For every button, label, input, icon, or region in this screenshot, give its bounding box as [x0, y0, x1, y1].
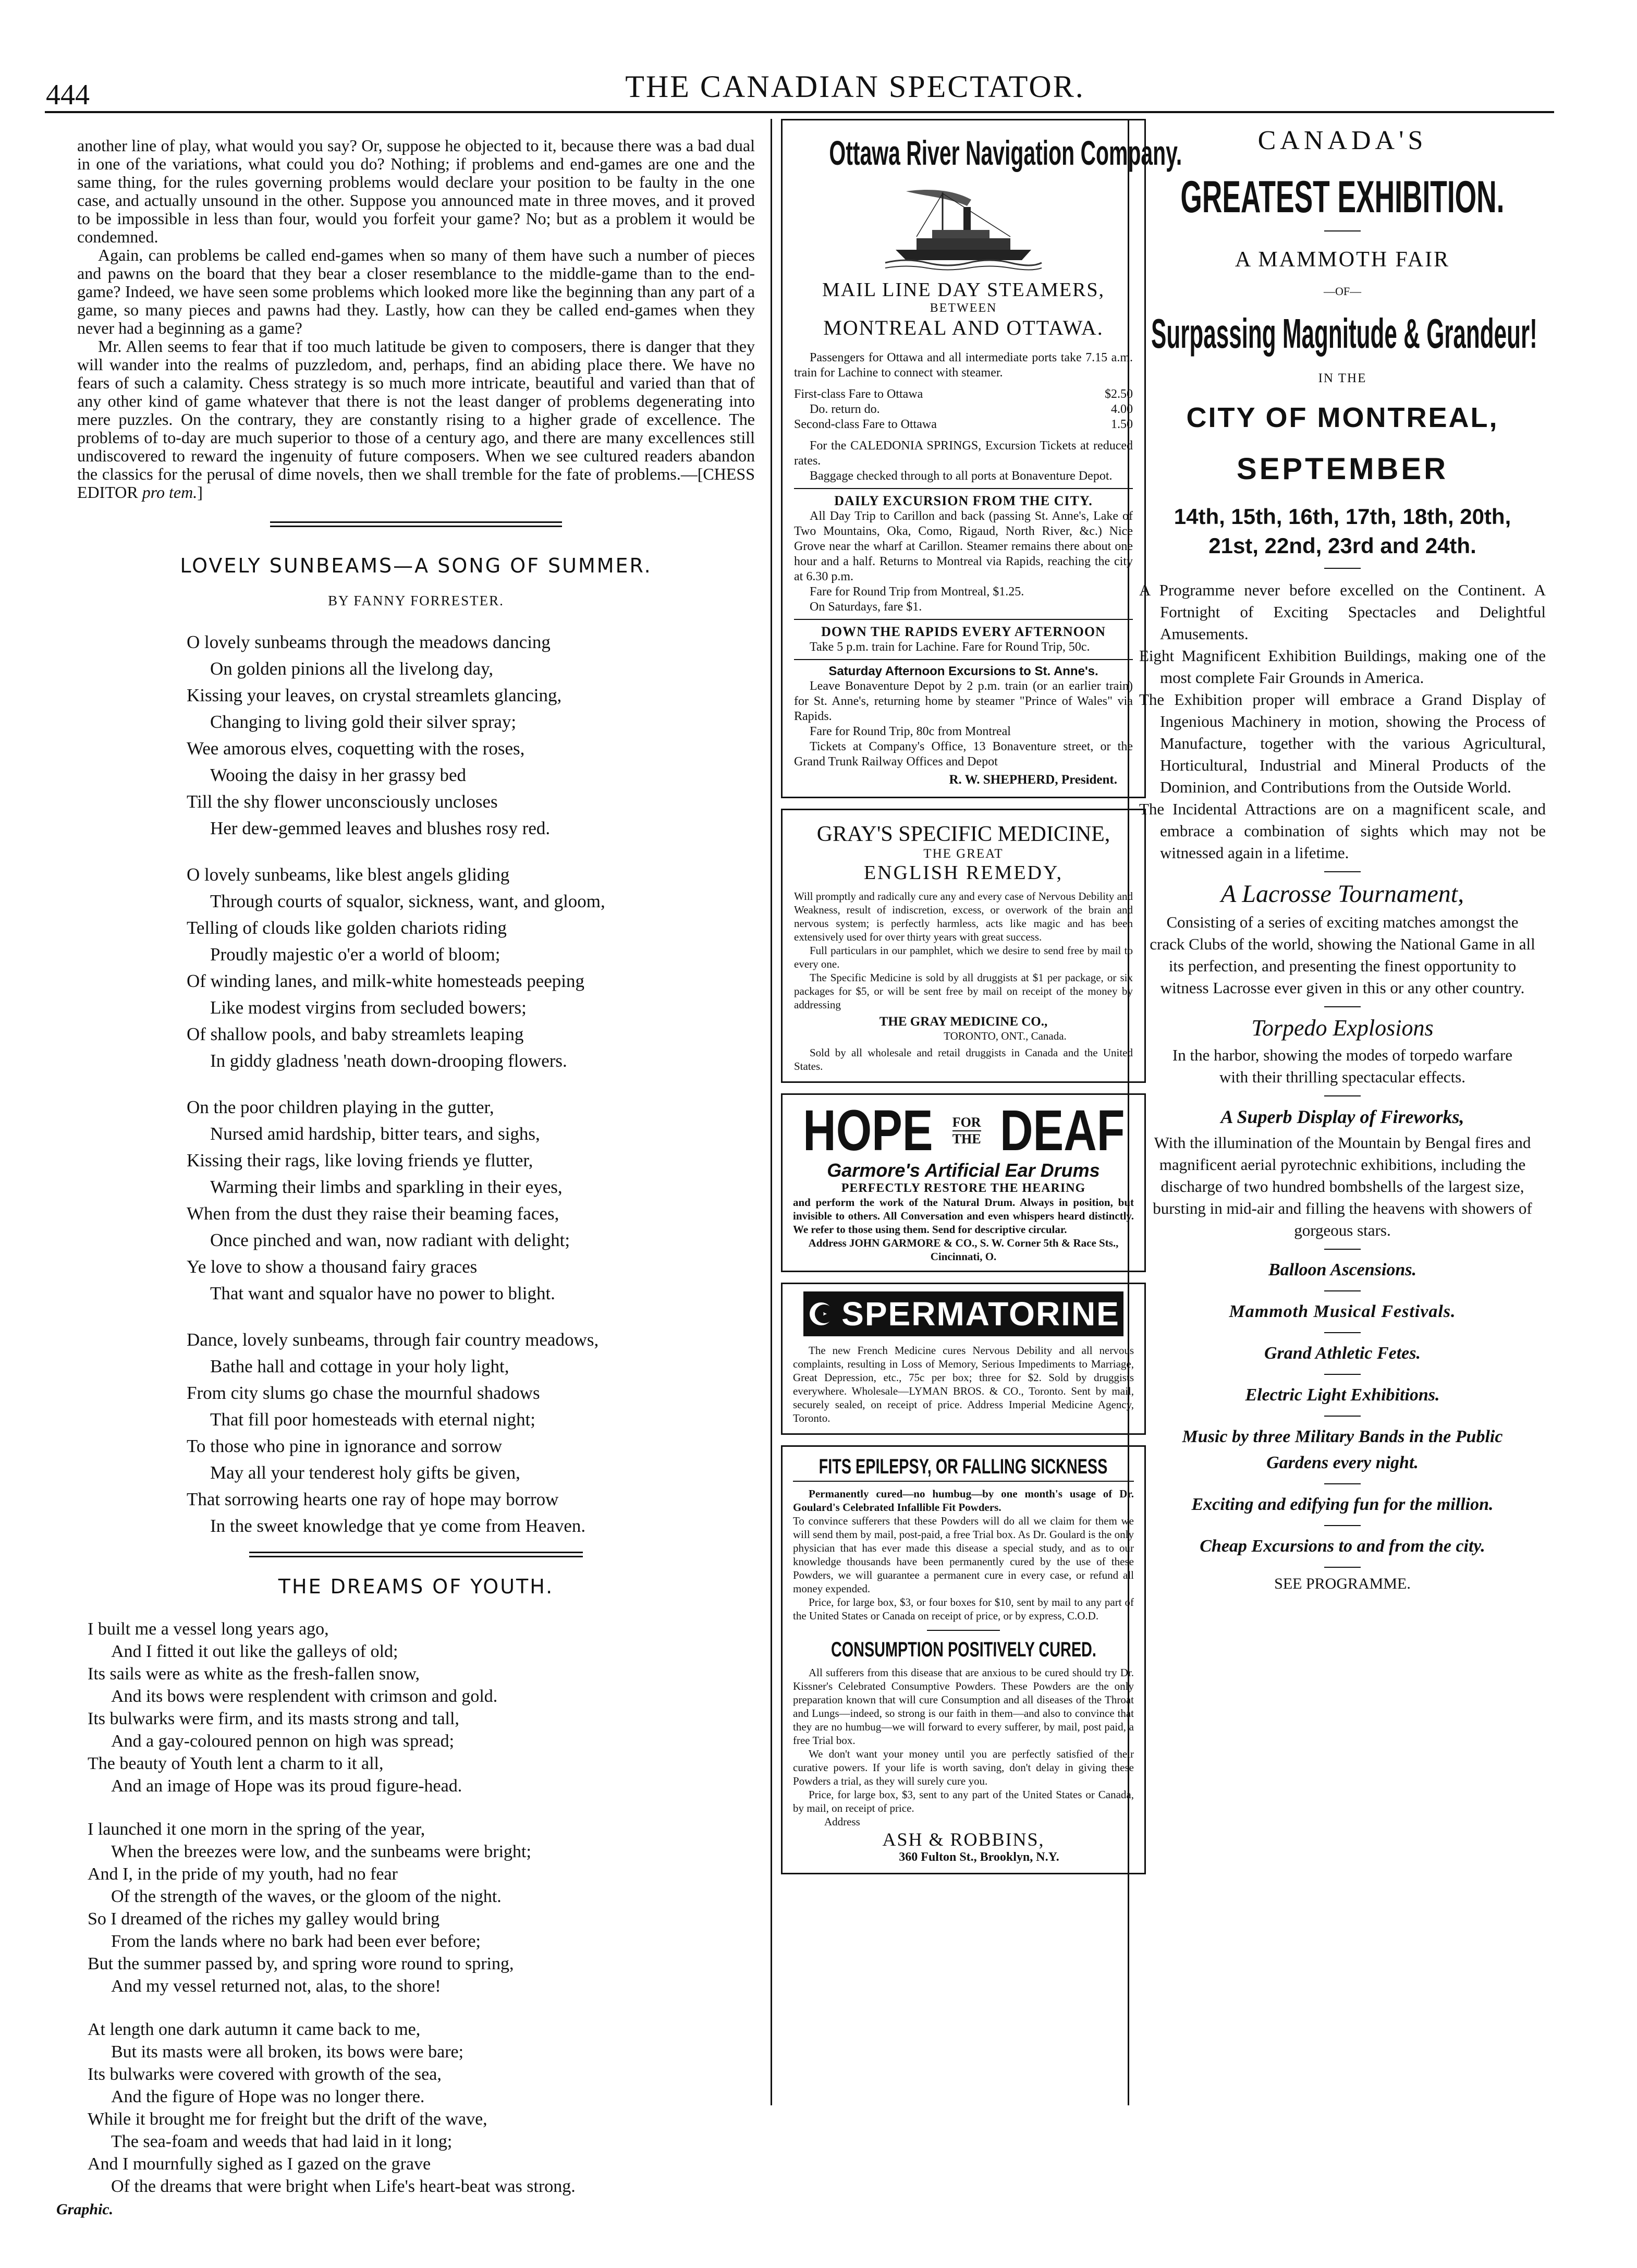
ad-hope-the: THE [952, 1131, 981, 1147]
poem-line: Bathe hall and cottage in your holy light, [210, 1356, 509, 1376]
divider [1324, 568, 1361, 569]
poem-lovely-sunbeams [77, 554, 755, 1539]
divider [1324, 1332, 1361, 1333]
ad-gray-sub1: THE GREAT [923, 847, 1004, 861]
ad-hope-sub: Garmore's Artificial Ear Drums [827, 1160, 1100, 1181]
ex-line4: —OF— [1323, 285, 1362, 298]
ex-line6: IN THE [1318, 371, 1367, 385]
poem-body [77, 629, 755, 1539]
ad-ottawa-title: Ottawa River Navigation Company. [829, 133, 1182, 172]
poem-line: That sorrowing hearts one ray of hope may borrow [187, 1489, 559, 1509]
ex-line2: GREATEST EXHIBITION. [1180, 172, 1505, 222]
chess-paragraph-text: Mr. Allen seems to fear that if too much latitude be given to composers, there is danger that they will wander into the realms of puzzledom, and, perhaps, find an abiding place there. We have no fears of such a calamity. Chess strategy is so much more intricate, beautiful and varied than that of any other kind of game whatever that there is not the least danger of problems degenerating into mere puzzles. On the contrary, they are constantly rising to a higher grade of excellence. The problems of to-day are much superior to those of a century ago, and there are many excellences still undiscovered to reward the ingenuity of future composers. When we see cultured readers abandon the classics for the perusal of dime novels, then we shall tremble for the fate of problems.—[CHESS EDITOR [77, 337, 755, 502]
chess-article [77, 137, 755, 502]
ex-item: Eight Magnificent Exhibition Buildings, making one of the most complete Fair Grounds in America. [1139, 647, 1546, 687]
ad-ottawa-signed: R. W. SHEPHERD, President. [949, 773, 1117, 787]
divider [1324, 1095, 1361, 1096]
ex-see-programme: SEE PROGRAMME. [1274, 1575, 1411, 1592]
poem-line: But the summer passed by, and spring wore round to spring, [88, 1954, 514, 1973]
poem-line: At length one dark autumn it came back to me, [88, 2020, 421, 2039]
ex-line3: A MAMMOTH FAIR [1235, 248, 1450, 272]
poem-line: Through courts of squalor, sickness, want, and gloom, [210, 891, 605, 911]
fare-label: First-class Fare to Ottawa [794, 387, 923, 401]
divider [1324, 1249, 1361, 1250]
ad-ottawa-sat-text: Leave Bonaventure Depot by 2 p.m. train (or an earlier train) for St. Anne's, returning home by steamer "Prince of Wales" via Rapids. [794, 679, 1133, 723]
ex-balloon: Balloon Ascensions. [1268, 1260, 1417, 1279]
ad-ottawa-sat-head: Saturday Afternoon Excursions to St. Anne's. [828, 664, 1098, 678]
poem-line: And I fitted it out like the galleys of old; [111, 1642, 398, 1661]
ad-ottawa-caledonia: For the CALEDONIA SPRINGS, Excursion Tickets at reduced rates. [794, 439, 1133, 468]
ad-consumption-title: CONSUMPTION POSITIVELY CURED. [830, 1638, 1096, 1661]
fare-value: 1.50 [1111, 418, 1133, 431]
ad-consumption-body: All sufferers from this disease that are anxious to be cured should try Dr. Kissner's Celebrated Consumptive Powders. These Powders are the only preparation known that will cure Consumption and all diseases of the Throat and Lungs—indeed, so strong is our faith in them—and also to convince that they are no humbug—we will forward to every sufferer, by mail, post paid, a free Trial box. [793, 1666, 1134, 1747]
ad-ottawa-sat-fare: Fare for Round Trip, 80c from Montreal [810, 725, 1011, 738]
poem-line: To those who pine in ignorance and sorrow [187, 1436, 503, 1456]
column-exhibition [1139, 119, 1546, 1593]
column-advertisements-middle [781, 119, 1182, 1874]
poem-line: I launched it one morn in the spring of the year, [88, 1820, 425, 1839]
chess-paragraph [77, 337, 755, 502]
ex-dates: 14th, 15th, 16th, 17th, 18th, 20th, 21st, 22nd, 23rd and 24th. [1174, 504, 1511, 558]
poem-line: Warming their limbs and sparkling in their eyes, [210, 1177, 563, 1197]
ad-ottawa-sub2: BETWEEN [930, 301, 997, 315]
steamer-illustration [794, 182, 1133, 273]
fare-value: 4.00 [1111, 403, 1133, 416]
ex-line2-wrap [1139, 172, 1546, 223]
ex-line5: Surpassing Magnitude & Grandeur! [1151, 310, 1537, 357]
ad-hope-for-deaf [781, 1093, 1146, 1272]
ad-gray-sub2: ENGLISH REMEDY, [863, 862, 1064, 884]
ex-programme [1139, 579, 1546, 864]
poem-line: In giddy gladness 'neath down-drooping flowers. [210, 1051, 567, 1071]
poem-line: When from the dust they raise their beaming faces, [187, 1203, 559, 1224]
poem-line: And my vessel returned not, alas, to the shore! [111, 1977, 441, 1996]
poem-line: On golden pinions all the livelong day, [210, 659, 494, 679]
ex-music: Music by three Military Bands in the Public Gardens every night. [1182, 1427, 1503, 1472]
ad-fits-body: To convince sufferers that these Powders will do all we claim for them we will send them by mail, post-paid, a free Trial box. As Dr. Goulard is the only physician that has ever made this disease a special study, and as to our knowledge thousands have been permanently cured by the use of these Powders, we will guarantee a permanent cure in every case, or refund all money expended. [793, 1515, 1134, 1595]
poem-line: Kissing your leaves, on crystal streamlets glancing, [187, 685, 562, 705]
header-rule [45, 111, 1554, 113]
ad-ottawa-daily-sat: On Saturdays, fare $1. [810, 600, 922, 614]
divider [793, 1481, 1134, 1482]
ex-line8: SEPTEMBER [1237, 452, 1448, 486]
ad-ottawa-sub3: MONTREAL AND OTTAWA. [823, 316, 1104, 339]
poem-line: Its sails were as white as the fresh-fallen snow, [88, 1664, 420, 1684]
ex-line1: CANADA'S [1257, 126, 1427, 155]
poem-line: And its bows were resplendent with crimson and gold. [111, 1687, 498, 1706]
divider [794, 659, 1133, 660]
ad-ottawa-daily-fare: Fare for Round Trip from Montreal, $1.25. [810, 585, 1024, 599]
poem-line: While it brought me for freight but the drift of the wave, [88, 2110, 487, 2129]
divider [1324, 1567, 1361, 1568]
poem-stanza [88, 1618, 755, 1797]
ad-ottawa-intro: Passengers for Ottawa and all intermediate ports take 7.15 a.m. train for Lachine to connect with steamer. [794, 351, 1133, 380]
ad-ottawa-rapids-text: Take 5 p.m. train for Lachine. Fare for Round Trip, 50c. [810, 640, 1090, 654]
chess-paragraph: another line of play, what would you say? Or, suppose he objected to it, because there was a bad dual in one of the variations, what could you do? Nothing; if problems and end-games are one and the same thing, for the rules governing problems would declare your position to be faulty in the one case, and actually unsound in the other. Suppose you announced mate in three moves, and it proved to be impossible in less than four, would you forfeit your game? No; but as a problem it would be condemned. [77, 136, 755, 246]
poem-line: From city slums go chase the mournful shadows [187, 1383, 540, 1403]
ex-torpedo-text: In the harbor, showing the modes of torpedo warfare with their thrilling spectacular effects. [1172, 1046, 1513, 1086]
poem-line: Its bulwarks were firm, and its masts strong and tall, [88, 1709, 459, 1728]
ad-gray-full: Full particulars in our pamphlet, which we desire to send free by mail to every one. [794, 944, 1133, 970]
poem-line: Of the dreams that were bright when Life's heart-beat was strong. [111, 2177, 576, 2196]
ad-hope-address: Address JOHN GARMORE & CO., S. W. Corner 5th & Race Sts., Cincinnati, O. [808, 1237, 1119, 1263]
masthead-title: THE CANADIAN SPECTATOR. [625, 69, 1085, 104]
poem-line: Wooing the daisy in her grassy bed [210, 765, 466, 785]
poem-line: And a gay-coloured pennon on high was spread; [111, 1732, 455, 1751]
divider [1324, 871, 1361, 872]
ad-consumption-body2: We don't want your money until you are perfectly satisfied of their curative powers. If your life is worth saving, don't delay in giving these Powders a trial, as they will surely cure you. [793, 1748, 1134, 1787]
fare-value: $2.50 [1105, 387, 1133, 401]
poem-line: May all your tenderest holy gifts be given, [210, 1462, 520, 1483]
ad-hope-body: and perform the work of the Natural Drum. Always in position, but invisible to others. All Conversation and even whispers heard distinctly. We refer to those using them. Send for descriptive circular. [793, 1196, 1134, 1236]
poem-line: I built me a vessel long years ago, [88, 1619, 329, 1639]
ex-fireworks-head: A Superb Display of Fireworks, [1220, 1106, 1464, 1127]
ex-item: The Incidental Attractions are on a magnificent scale, and embrace a combination of sights which may not be witnessed again in a lifetime. [1139, 800, 1546, 862]
poem-line: Nursed amid hardship, bitter tears, and sighs, [210, 1124, 540, 1144]
divider [794, 619, 1133, 620]
ad-consumption-title-wrap [793, 1638, 1134, 1662]
poem-line: Of the strength of the waves, or the gloom of the night. [111, 1887, 502, 1906]
column-divider-left [771, 119, 772, 2105]
poem-line: And the figure of Hope was no longer there. [111, 2087, 425, 2106]
poem-line: And I mournfully sighed as I gazed on the grave [88, 2154, 431, 2174]
poem-title: LOVELY SUNBEAMS—A SONG OF SUMMER. [180, 554, 652, 577]
ad-ottawa-navigation [781, 119, 1182, 798]
poem-byline: BY FANNY FORRESTER. [328, 593, 504, 608]
poem-line: But its masts were all broken, its bows were bare; [111, 2042, 464, 2062]
poem-line: Dance, lovely sunbeams, through fair country meadows, [187, 1330, 599, 1350]
fare-table [794, 387, 1133, 432]
ad-gray-title: GRAY'S SPECIFIC MEDICINE, [816, 822, 1110, 846]
ad-ottawa-rapids-head: DOWN THE RAPIDS EVERY AFTERNOON [821, 624, 1106, 639]
ad-gray-medicine [781, 809, 1146, 1083]
poem-line: In the sweet knowledge that ye come from Heaven. [210, 1516, 586, 1536]
poem-body [77, 1618, 755, 2198]
ad-sperm-body: The new French Medicine cures Nervous Debility and all nervous complaints, resulting in Loss of Memory, Serious Impediments to Marriage, Great Depression, etc., 75c per box; three for $2. Sold by druggists everywhere. Wholesale—LYMAN BROS. & CO., Toronto. Sent by mail, securely sealed, on receipt of price. Address Imperial Medicine Agency, Toronto. [793, 1344, 1134, 1424]
column-literary [56, 136, 755, 2218]
ex-item: The Exhibition proper will embrace a Grand Display of Ingenious Machinery in motion, showing the Process of Manufacture, together with the various Agricultural, Horticultural, Industrial and Mineral Products of the Dominion, and Contributions from the Outside World. [1139, 690, 1546, 796]
ex-lacrosse-head: A Lacrosse Tournament, [1220, 880, 1464, 908]
ad-ottawa-sat-tickets: Tickets at Company's Office, 13 Bonaventure street, or the Grand Trunk Railway Offices and Depot [794, 740, 1133, 769]
fare-row [794, 417, 1133, 432]
fare-row [794, 387, 1133, 402]
ex-torpedo-head: Torpedo Explosions [1251, 1015, 1434, 1041]
ad-gray-company: THE GRAY MEDICINE CO., [879, 1015, 1048, 1029]
poem-stanza [88, 1818, 755, 1997]
ex-electric: Electric Light Exhibitions. [1245, 1385, 1440, 1405]
ex-fireworks-text: With the illumination of the Mountain by Bengal fires and magnificent aerial pyrotechnic exhibitions, including the discharge of two hundred bombshells of the largest size, bursting in mid-air and filling the heavens with showers of gorgeous stars. [1153, 1133, 1532, 1239]
poem-stanza [187, 1094, 755, 1307]
poem-line: Like modest virgins from secluded bowers; [210, 997, 527, 1018]
ad-ottawa-baggage: Baggage checked through to all ports at Bonaventure Depot. [810, 469, 1113, 483]
chess-signoff: pro tem. [142, 483, 198, 502]
fare-row [794, 402, 1133, 417]
poem-line: Its bulwarks were covered with growth of the sea, [88, 2065, 442, 2084]
poem-dreams-of-youth [56, 1575, 755, 2218]
poem-line: The beauty of Youth lent a charm to it all, [88, 1754, 384, 1773]
poem-line: From the lands where no bark had been ever before; [111, 1932, 481, 1951]
ad-consumption-street: 360 Fulton St., Brooklyn, N.Y. [899, 1850, 1059, 1864]
divider [1324, 1290, 1361, 1291]
ad-fits-title: FITS EPILEPSY, OR FALLING SICKNESS [819, 1455, 1108, 1478]
chess-paragraph: Again, can problems be called end-games when so many of them have such a number of pieces and pawns on the board that they bear a closer resemblance to the middle-game than to the end-game? Indeed, we have seen some problems which looked more like the beginning than any part of a game, so many pieces and pawns had they. Lastly, how can they be called end-games when they never had a beginning as a game? [77, 246, 755, 337]
ad-gray-city: TORONTO, ONT., Canada. [944, 1030, 1067, 1042]
divider [1324, 230, 1361, 231]
poem-line: The sea-foam and weeds that had laid in it long; [111, 2132, 453, 2151]
ad-fits-price: Price, for large box, $3, or four boxes for $10, sent by mail to any part of the United States or Canada on receipt of price, or by express, C.O.D. [793, 1596, 1134, 1622]
poem-line: And an image of Hope was its proud figure-head. [111, 1776, 462, 1796]
poem-line: Once pinched and wan, now radiant with delight; [210, 1230, 570, 1250]
section-divider [270, 521, 562, 527]
divider [1324, 1374, 1361, 1375]
poem-stanza [187, 1326, 755, 1539]
poem-line: On the poor children playing in the gutter, [187, 1097, 494, 1117]
ex-fun: Exciting and edifying fun for the million. [1191, 1495, 1494, 1514]
section-divider [249, 1552, 583, 1557]
poem-line: Of winding lanes, and milk-white homesteads peeping [187, 971, 585, 991]
steamer-icon [885, 182, 1042, 271]
ad-sperm-banner [803, 1291, 1123, 1336]
divider [1324, 1006, 1361, 1007]
poem-line: Till the shy flower unconsciously uncloses [187, 791, 498, 812]
divider [794, 488, 1133, 489]
ad-sperm-title: SPERMATORINE [841, 1295, 1120, 1333]
divider [1324, 1416, 1361, 1417]
ad-fits-title-wrap [793, 1455, 1134, 1479]
divider [1324, 1483, 1361, 1484]
crescent-star-icon [807, 1300, 835, 1328]
poem-title: THE DREAMS OF YOUTH. [278, 1575, 554, 1598]
fare-label: Second-class Fare to Ottawa [794, 418, 937, 431]
ad-deaf-word: DEAF [999, 1099, 1125, 1163]
poem-line: So I dreamed of the riches my galley would bring [88, 1909, 440, 1929]
poem-stanza [187, 861, 755, 1074]
ex-line5-wrap [1139, 310, 1546, 358]
ad-consumption-firm: ASH & ROBBINS, [882, 1829, 1045, 1850]
poem-line: O lovely sunbeams, like blest angels gliding [187, 864, 510, 885]
ex-line7: CITY OF MONTREAL, [1186, 402, 1499, 433]
poem-line: Changing to living gold their silver spray; [210, 712, 517, 732]
poem-line: O lovely sunbeams through the meadows dancing [187, 632, 551, 652]
poem-credit: Graphic. [56, 2201, 114, 2218]
poem-line: Telling of clouds like golden chariots riding [187, 918, 507, 938]
ad-fits-lead: Permanently cured—no humbug—by one month's usage of Dr. Goulard's Celebrated Infallible Fit Powders. [793, 1487, 1134, 1514]
ad-ottawa-sub1: MAIL LINE DAY STEAMERS, [822, 279, 1105, 301]
ad-spermatorine [781, 1283, 1146, 1435]
ad-fits-and-consumption [781, 1445, 1146, 1874]
ad-hope-title [793, 1099, 1134, 1163]
divider [1324, 1525, 1361, 1526]
ad-gray-body: Will promptly and radically cure any and every case of Nervous Debility and Weakness, result of indiscretion, excess, or overwork of the brain and nervous system; is perfectly harmless, acts like magic and has been extensively used for over thirty years with great success. [794, 890, 1133, 943]
poem-line: Proudly majestic o'er a world of bloom; [210, 944, 500, 965]
poem-line: Her dew-gemmed leaves and blushes rosy red. [210, 818, 551, 838]
ad-ottawa-title-wrap [794, 133, 1182, 173]
poem-stanza [187, 629, 755, 842]
ad-ottawa-daily-text: All Day Trip to Carillon and back (passing St. Anne's, Lake of Two Mountains, Oka, Como, Rigaud, North River, &c.) Nice Grove near the wharf at Carillon. Steamer remains there about one hour and a half. Returns to Montreal via Rapids, reaching the city at 6.30 p.m. [794, 509, 1133, 583]
page-number: 444 [46, 79, 90, 111]
poem-line: Wee amorous elves, coquetting with the roses, [187, 738, 525, 759]
ad-consumption-address-label: Address [824, 1815, 860, 1828]
ex-item: A Programme never before excelled on the Continent. A Fortnight of Exciting Spectacles and Delightful Amusements. [1139, 581, 1546, 643]
ad-hope-word: HOPE [803, 1099, 933, 1163]
ex-athletic: Grand Athletic Fetes. [1264, 1344, 1421, 1363]
poem-line: Ye love to show a thousand fairy graces [187, 1257, 478, 1277]
ex-cheap: Cheap Excursions to and from the city. [1200, 1537, 1485, 1556]
poem-line: That fill poor homesteads with eternal night; [210, 1409, 536, 1430]
ad-hope-small [952, 1115, 981, 1147]
poem-stanza [88, 2018, 755, 2198]
ad-consumption-price: Price, for large box, $3, sent to any part of the United States or Canada, by mail, on receipt of price. [793, 1788, 1134, 1814]
poem-line: When the breezes were low, and the sunbeams were bright; [111, 1842, 531, 1861]
ad-hope-restore: PERFECTLY RESTORE THE HEARING [841, 1181, 1086, 1195]
ad-gray-sold: The Specific Medicine is sold by all druggists at $1 per package, or six packages for $5, or will be sent free by mail on receipt of the money by addressing [794, 971, 1133, 1011]
ad-hope-for: FOR [952, 1115, 981, 1131]
ad-ottawa-daily-head: DAILY EXCURSION FROM THE CITY. [834, 493, 1093, 508]
poem-line: That want and squalor have no power to blight. [210, 1283, 555, 1303]
chess-signoff-end: ] [197, 483, 203, 502]
poem-line: Of shallow pools, and baby streamlets leaping [187, 1024, 524, 1044]
ex-musical: Mammoth Musical Festivals. [1229, 1302, 1456, 1321]
poem-line: And I, in the pride of my youth, had no fear [88, 1864, 398, 1884]
divider [927, 1630, 1000, 1631]
ex-lacrosse-text: Consisting of a series of exciting matches amongst the crack Clubs of the world, showing the National Game in all its perfection, and presenting the finest opportunity to witness Lacrosse ever given in this or any other country. [1150, 913, 1535, 997]
ad-gray-wholesale: Sold by all wholesale and retail druggists in Canada and the United States. [794, 1046, 1133, 1072]
fare-label: Do. return do. [810, 403, 880, 416]
poem-line: Kissing their rags, like loving friends ye flutter, [187, 1150, 533, 1170]
